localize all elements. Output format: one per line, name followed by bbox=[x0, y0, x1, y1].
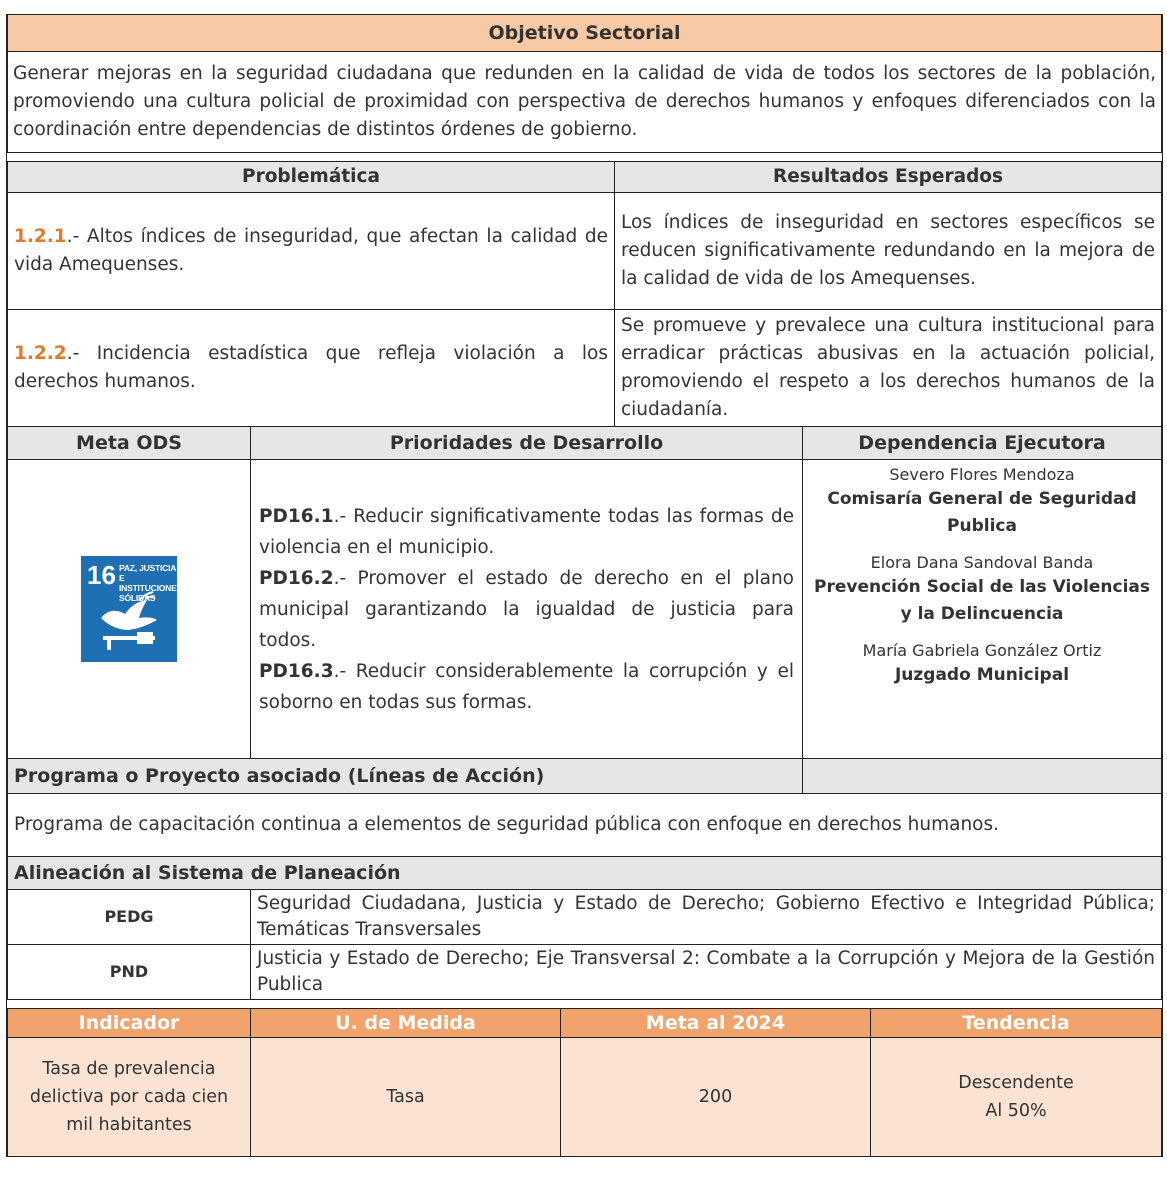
prioridades-cell bbox=[251, 460, 803, 759]
alineacion-label: PEDG bbox=[8, 890, 251, 945]
tendencia-line: Descendente bbox=[958, 1073, 1074, 1093]
problem-cell bbox=[8, 310, 615, 427]
ods-label-line: E INSTITUCIONES bbox=[119, 573, 183, 593]
indicador-table bbox=[7, 1008, 1162, 1157]
programa-header: Programa o Proyecto asociado (Líneas de Acción) bbox=[8, 759, 803, 794]
problem-text: .- Incidencia estadística que refleja violación a los derechos humanos. bbox=[14, 343, 608, 392]
prioridad-text: .- Promover el estado de derecho en el plano municipal garantizando la igualdad de justicia para todos. bbox=[259, 567, 794, 651]
ods-16-logo bbox=[81, 556, 183, 662]
meta-value: 200 bbox=[561, 1038, 871, 1157]
dependencia-person: Severo Flores Mendoza bbox=[889, 465, 1075, 484]
ods-number: 16 bbox=[87, 560, 116, 590]
alineacion-header: Alineación al Sistema de Planeación bbox=[8, 857, 1162, 890]
prioridad-text: .- Reducir considerablemente la corrupción y el soborno en todas sus formas. bbox=[259, 660, 794, 713]
resultados-header: Resultados Esperados bbox=[615, 162, 1162, 193]
ods-label-line: PAZ, JUSTICIA bbox=[119, 563, 177, 573]
prioridad-item bbox=[259, 563, 794, 656]
problem-code: 1.2.1 bbox=[14, 226, 67, 247]
dependencia-cell bbox=[803, 460, 1162, 759]
prioridad-item bbox=[259, 656, 794, 718]
dependencia-office: Juzgado Municipal bbox=[894, 665, 1070, 685]
ods-cell bbox=[8, 460, 251, 759]
meta-table bbox=[7, 426, 1162, 794]
alineacion-label: PND bbox=[8, 945, 251, 1000]
dependencia-office: Comisaría General de Seguridad Publica bbox=[827, 489, 1137, 536]
problem-code: 1.2.2 bbox=[14, 343, 67, 364]
result-text: Se promueve y prevalece una cultura institucional para erradicar prácticas abusivas en la actuación policial, promoviendo el respeto a los derechos humanos de la ciudadanía. bbox=[615, 310, 1162, 427]
prioridades-header: Prioridades de Desarrollo bbox=[251, 427, 803, 460]
dove-gavel-icon bbox=[81, 556, 177, 662]
problem-text: .- Altos índices de inseguridad, que afectan la calidad de vida Amequenses. bbox=[14, 226, 608, 275]
programa-text: Programa de capacitación continua a elementos de seguridad pública con enfoque en derechos humanos. bbox=[8, 794, 1162, 857]
indicador-value: Tasa de prevalencia delictiva por cada cien mil habitantes bbox=[8, 1038, 251, 1157]
tendencia-line: Al 50% bbox=[985, 1101, 1047, 1121]
programa-table bbox=[7, 793, 1162, 857]
objetivo-title: Objetivo Sectorial bbox=[8, 15, 1162, 52]
objetivo-text: Generar mejoras en la seguridad ciudadana que redunden en la calidad de vida de todos los sectores de la población, promoviendo una cultura policial de proximidad con perspectiva de derechos humanos y enfoques diferenciados con la coordinación entre dependencias de distintos órdenes de gobierno. bbox=[8, 52, 1162, 153]
meta-header: Meta al 2024 bbox=[561, 1009, 871, 1038]
alineacion-table bbox=[7, 856, 1162, 1009]
dependencia-person: María Gabriela González Ortiz bbox=[862, 641, 1102, 660]
unidad-header: U. de Medida bbox=[251, 1009, 561, 1038]
result-text: Los índices de inseguridad en sectores específicos se reducen significativamente redundando en la mejora de la calidad de vida de los Amequenses. bbox=[615, 193, 1162, 310]
tendencia-value bbox=[871, 1038, 1162, 1157]
problematica-header: Problemática bbox=[8, 162, 615, 193]
dependencia-header: Dependencia Ejecutora bbox=[803, 427, 1162, 460]
prioridad-code: PD16.1 bbox=[259, 505, 334, 527]
meta-ods-header: Meta ODS bbox=[8, 427, 251, 460]
programa-header-empty bbox=[803, 759, 1162, 794]
unidad-value: Tasa bbox=[251, 1038, 561, 1157]
ods-label-line: SÓLIDAS bbox=[119, 593, 156, 603]
prioridad-code: PD16.2 bbox=[259, 567, 334, 589]
alineacion-text: Justicia y Estado de Derecho; Eje Transversal 2: Combate a la Corrupción y Mejora de la Gestión Publica bbox=[251, 945, 1162, 1000]
dependencia-office: Prevención Social de las Violencias y la Delincuencia bbox=[813, 577, 1150, 624]
tendencia-header: Tendencia bbox=[871, 1009, 1162, 1038]
prioridad-item bbox=[259, 501, 794, 563]
dependencia-person: Elora Dana Sandoval Banda bbox=[870, 553, 1094, 572]
objetivo-table bbox=[7, 14, 1162, 162]
planning-sheet bbox=[6, 14, 1163, 1157]
prioridad-code: PD16.3 bbox=[259, 660, 334, 682]
problem-cell bbox=[8, 193, 615, 310]
problematica-table bbox=[7, 161, 1162, 427]
prioridad-text: .- Reducir significativamente todas las formas de violencia en el municipio. bbox=[259, 505, 794, 558]
indicador-header: Indicador bbox=[8, 1009, 251, 1038]
alineacion-text: Seguridad Ciudadana, Justicia y Estado de Derecho; Gobierno Efectivo e Integridad Pública; Temáticas Transversales bbox=[251, 890, 1162, 945]
